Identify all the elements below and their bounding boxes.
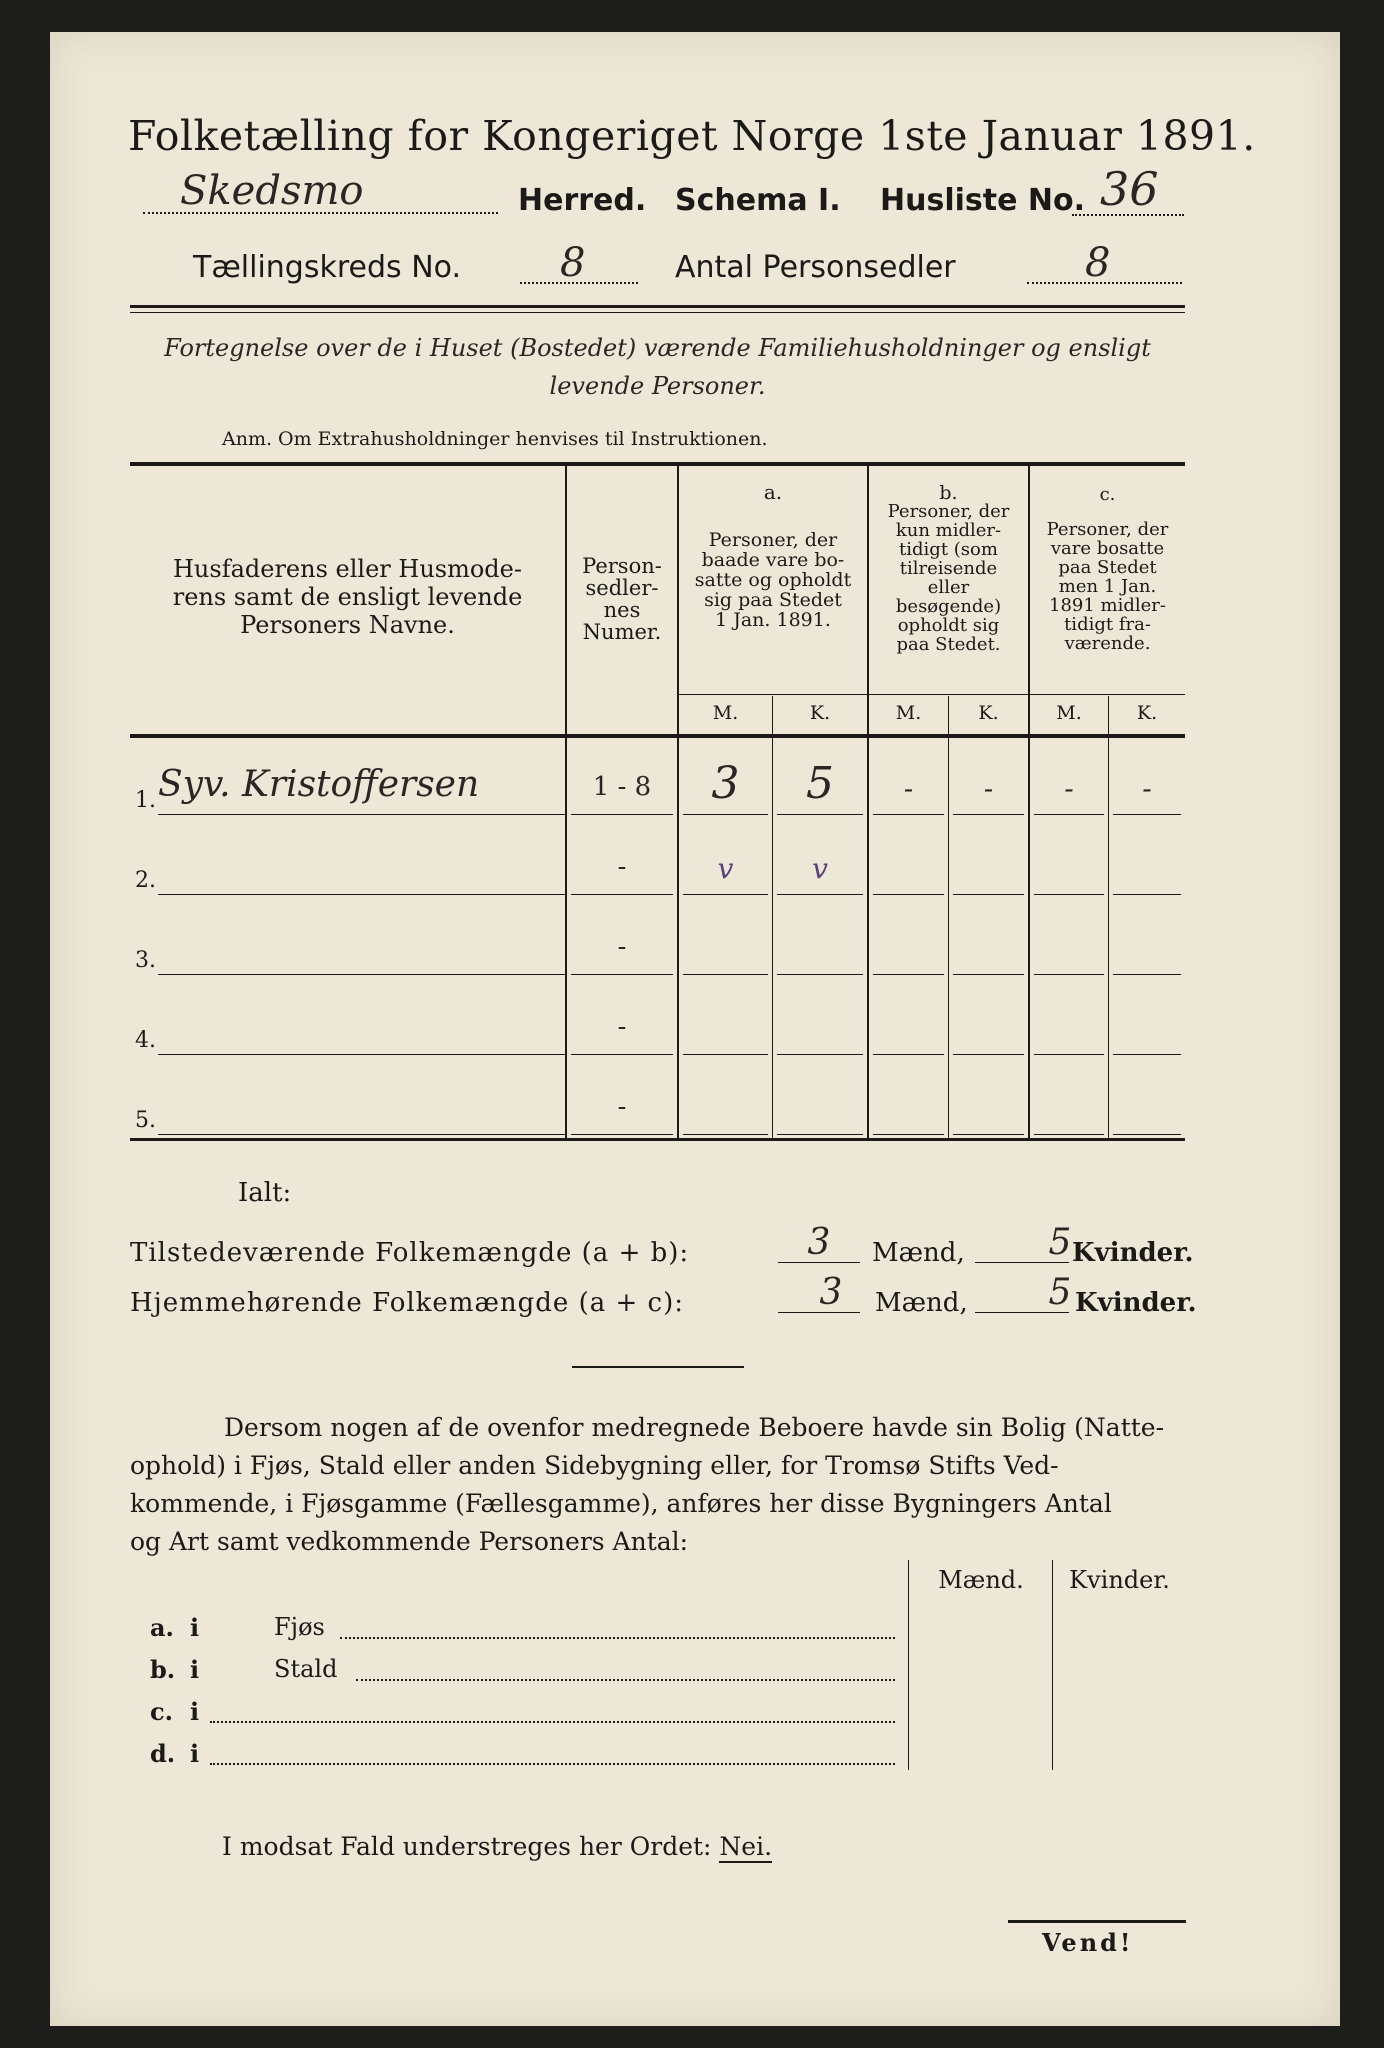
modsat-text: [222, 1832, 772, 1861]
b-k-label: K.: [978, 702, 999, 724]
building-row-letter: c.: [150, 1697, 173, 1726]
row-number: 4.: [135, 1028, 156, 1053]
row-number: 3.: [135, 948, 156, 973]
tilstede-maend: Mænd,: [872, 1238, 965, 1268]
row-cell-rule: [953, 814, 1024, 815]
herred-label: Herred.: [518, 183, 647, 218]
table-header-bottom-rule: [130, 734, 1185, 738]
row-cell-rule: [777, 1134, 863, 1135]
vend-rule: [1008, 1920, 1186, 1923]
ialt-label: Ialt:: [238, 1178, 292, 1208]
row-cell-rule: [1113, 894, 1181, 895]
row-cell-rule: [1034, 894, 1104, 895]
table-top-rule: [130, 462, 1185, 466]
row-cell-a-k: 5: [806, 758, 834, 809]
buildings-para-3: kommende, i Fjøsgamme (Fællesgamme), anføres her disse Bygningers Antal: [130, 1489, 1112, 1518]
row-cell-rule: [571, 1054, 673, 1055]
row-cell-num: 1 - 8: [592, 772, 652, 802]
modsat-prefix: I modsat Fald understreges her Ordet:: [222, 1832, 720, 1861]
building-row-i: i: [190, 1739, 200, 1768]
row-number: 1.: [135, 788, 156, 813]
row-cell-rule: [777, 1054, 863, 1055]
buildings-divider-2: [1052, 1560, 1053, 1770]
col-c-header: Personer, der vare bosatte paa Stedet men 1 Jan. 1891 midler- tidigt fra- værende.: [1046, 519, 1169, 654]
row-rule: [158, 1054, 565, 1055]
row-cell-rule: [683, 894, 768, 895]
schema-label: Schema I.: [675, 183, 841, 218]
row-cell-num: -: [617, 1012, 627, 1042]
hjemme-label: Hjemmehørende Folkemængde (a + c):: [130, 1288, 684, 1318]
row-number: 5.: [135, 1108, 156, 1133]
row-cell-rule: [571, 974, 673, 975]
col-divider-b-mk: [948, 696, 949, 1138]
row-cell-rule: [1034, 1054, 1104, 1055]
census-form-page: [50, 32, 1340, 2026]
vend-label: Vend!: [1042, 1928, 1134, 1957]
row-cell-rule: [953, 894, 1024, 895]
row-rule: [158, 814, 565, 815]
row-cell-rule: [953, 974, 1024, 975]
building-row-i: i: [190, 1613, 200, 1642]
row-cell-num: -: [617, 852, 627, 882]
row-cell-rule: [1113, 1134, 1181, 1135]
building-row-letter: d.: [150, 1739, 176, 1768]
row-cell-c-k: -: [1142, 772, 1152, 805]
tilstede-label: Tilstedeværende Folkemængde (a + b):: [130, 1238, 690, 1268]
building-row-letter: a.: [150, 1613, 174, 1642]
row-name: Syv. Kristoffersen: [158, 764, 480, 805]
hjemme-maend: Mænd,: [875, 1288, 968, 1318]
building-row-i: i: [190, 1697, 200, 1726]
herred-value: Skedsmo: [180, 168, 364, 214]
row-cell-rule: [873, 814, 944, 815]
a-k-label: K.: [809, 702, 831, 724]
buildings-maend-header: Mænd.: [938, 1566, 1024, 1594]
hjemme-k-value: 5: [1048, 1272, 1072, 1313]
header-divider-thick: [130, 305, 1185, 308]
row-cell-rule: [953, 1054, 1024, 1055]
nei-word: Nei.: [719, 1832, 773, 1861]
building-row-i: i: [190, 1655, 200, 1684]
col-b-letter: b.: [939, 482, 958, 504]
row-rule: [158, 1134, 565, 1135]
a-m-label: M.: [712, 702, 739, 724]
buildings-para-4: og Art samt vedkommende Personers Antal:: [130, 1527, 689, 1556]
col-a-letter: a.: [763, 480, 783, 504]
buildings-para-1: Dersom nogen af de ovenfor medregnede Beboere havde sin Bolig (Natte-: [224, 1413, 1165, 1442]
building-row-letter: b.: [150, 1655, 176, 1684]
building-row-dotline: [340, 1637, 895, 1639]
row-cell-rule: [571, 1134, 673, 1135]
row-cell-rule: [1034, 814, 1104, 815]
hjemme-kvinder: Kvinder.: [1075, 1288, 1197, 1318]
buildings-divider-1: [908, 1560, 909, 1770]
col-num-header: Person- sedler- nes Numer.: [582, 554, 662, 644]
row-cell-rule: [1113, 814, 1181, 815]
husliste-value: 36: [1100, 162, 1159, 216]
row-cell-c-m: -: [1064, 772, 1074, 805]
row-cell-rule: [683, 974, 768, 975]
husliste-label: Husliste No.: [880, 183, 1085, 218]
kreds-label: Tællingskreds No.: [193, 250, 461, 285]
row-cell-rule: [873, 894, 944, 895]
building-row-dotline: [210, 1763, 895, 1765]
row-cell-rule: [777, 894, 863, 895]
row-cell-rule: [571, 894, 673, 895]
tilstede-k-value: 5: [1048, 1222, 1072, 1263]
row-cell-a-m: v: [717, 852, 734, 885]
row-cell-a-k: v: [812, 852, 828, 885]
row-cell-b-k: -: [983, 772, 994, 805]
row-cell-rule: [953, 1134, 1024, 1135]
tilstede-m-value: 3: [807, 1222, 831, 1263]
b-m-label: M.: [895, 702, 922, 724]
col-name-header: Husfaderens eller Husmode- rens samt de ensligt levende Personers Navne.: [172, 555, 523, 639]
row-cell-rule: [1113, 974, 1181, 975]
row-cell-num: -: [617, 932, 627, 962]
row-cell-rule: [1034, 974, 1104, 975]
building-row-dotline: [210, 1721, 895, 1723]
col-c-letter: c.: [1099, 484, 1116, 505]
row-cell-rule: [873, 1054, 944, 1055]
kreds-value: 8: [560, 240, 586, 286]
c-k-label: K.: [1136, 702, 1158, 724]
personsedler-value: 8: [1085, 240, 1111, 286]
form-title: Folketælling for Kongeriget Norge 1ste Januar 1891.: [128, 112, 1256, 160]
building-row-dotline: [356, 1679, 895, 1681]
hjemme-m-value: 3: [819, 1272, 843, 1313]
row-cell-rule: [777, 814, 863, 815]
row-cell-rule: [683, 814, 768, 815]
row-rule: [158, 974, 565, 975]
row-cell-rule: [683, 1054, 768, 1055]
building-row-label: Fjøs: [274, 1613, 325, 1641]
row-cell-rule: [873, 974, 944, 975]
row-cell-b-m: -: [903, 772, 914, 805]
personsedler-label: Antal Personsedler: [675, 250, 956, 285]
anm-note: Anm. Om Extrahusholdninger henvises til Instruktionen.: [222, 428, 768, 450]
row-cell-rule: [873, 1134, 944, 1135]
row-number: 2.: [135, 868, 156, 893]
intro-line-2: levende Personer.: [549, 372, 766, 400]
building-row-label: Stald: [274, 1655, 338, 1683]
row-cell-rule: [777, 974, 863, 975]
row-cell-rule: [683, 1134, 768, 1135]
mk-header-rule: [679, 694, 1185, 695]
col-divider-c-mk: [1108, 696, 1109, 1138]
intro-line-1: Fortegnelse over de i Huset (Bostedet) værende Familiehusholdninger og ensligt: [164, 334, 1151, 362]
row-cell-rule: [571, 814, 673, 815]
row-rule: [158, 894, 565, 895]
header-divider-thin: [130, 312, 1185, 313]
buildings-kvinder-header: Kvinder.: [1069, 1566, 1170, 1594]
row-cell-num: -: [617, 1092, 627, 1122]
table-bottom-rule: [130, 1138, 1185, 1141]
col-a-header: Personer, der baade vare bo- satte og opholdt sig paa Stedet 1 Jan. 1891.: [694, 529, 852, 631]
col-b-header: Personer, der kun midler- tidigt (som tilreisende eller besøgende) opholdt sig paa Stedet.: [887, 501, 1010, 655]
row-cell-rule: [1034, 1134, 1104, 1135]
row-cell-rule: [1113, 1054, 1181, 1055]
tilstede-kvinder: Kvinder.: [1072, 1238, 1194, 1268]
c-m-label: M.: [1056, 702, 1082, 724]
row-cell-a-m: 3: [711, 758, 740, 809]
section-separator: [572, 1366, 744, 1368]
buildings-para-2: ophold) i Fjøs, Stald eller anden Sidebygning eller, for Tromsø Stifts Ved-: [130, 1451, 1059, 1480]
